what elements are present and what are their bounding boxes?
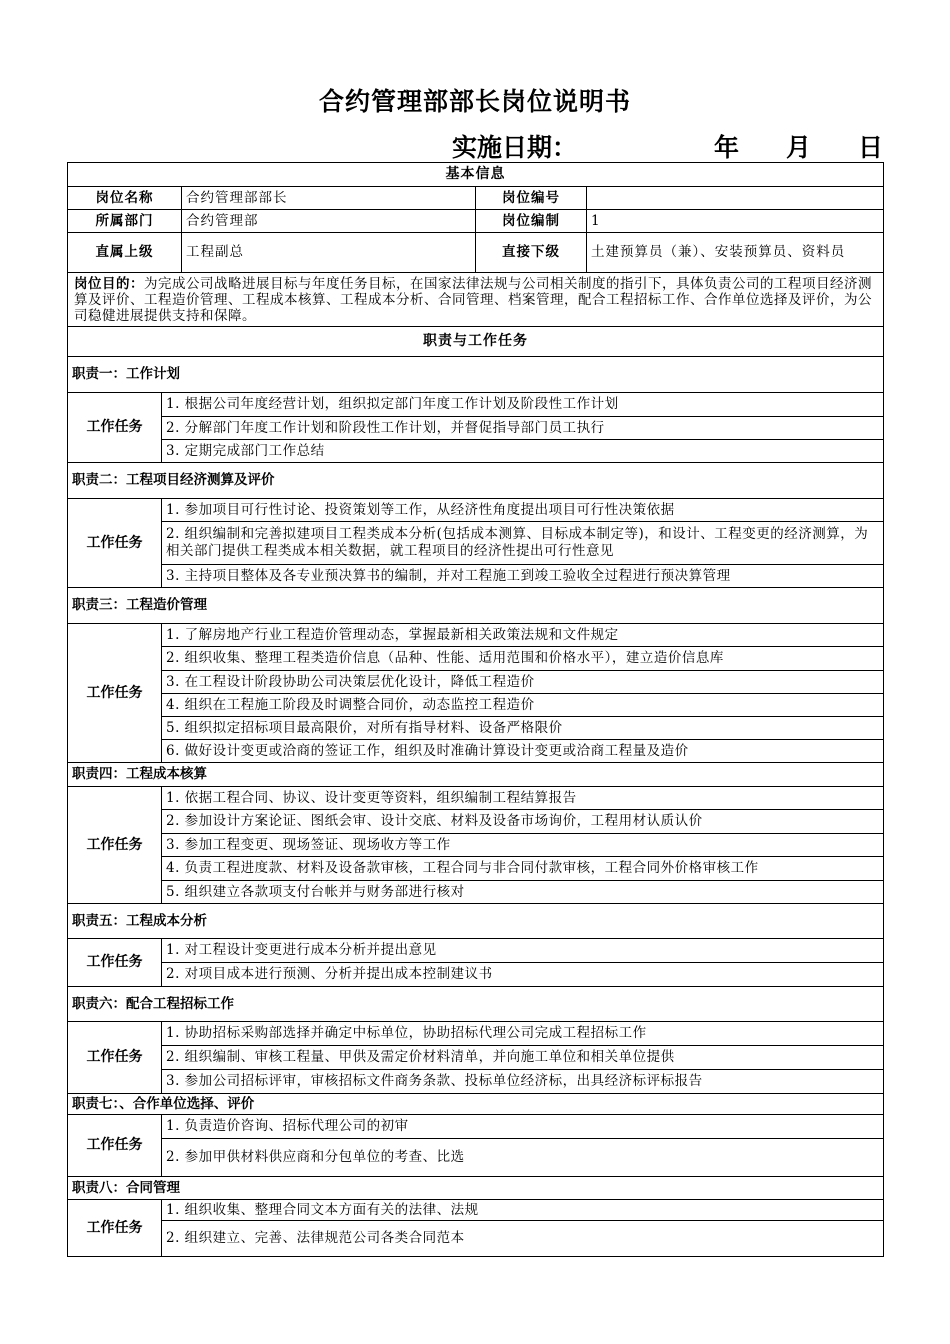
date-month: 月 [786, 133, 812, 162]
position-code-value [587, 187, 884, 210]
duty-title-row [68, 463, 884, 499]
task-row [68, 963, 884, 987]
task-item: 2. 组织建立、完善、法律规范公司各类合同范本 [162, 1221, 884, 1257]
implementation-date [452, 128, 884, 162]
date-label: 实施日期： [452, 133, 578, 162]
task-row [68, 671, 884, 694]
task-item: 2. 组织编制和完善拟建项目工程类成本分析(包括成本测算、目标成本制定等)，和设计、工程变更的经济测算，为相关部门提供工程类成本相关数据，就工程项目的经济性提出可行性意见 [162, 522, 884, 565]
task-label: 工作任务 [68, 1022, 162, 1094]
task-label: 工作任务 [68, 939, 162, 987]
task-item: 3. 定期完成部门工作总结 [162, 440, 884, 463]
duty-title-row [68, 987, 884, 1022]
task-item: 2. 参加甲供材料供应商和分包单位的考查、比选 [162, 1139, 884, 1177]
task-row [68, 1022, 884, 1046]
task-row [68, 717, 884, 740]
task-item: 3. 参加公司招标评审，审核招标文件商务条款、投标单位经济标，出具经济标评标报告 [162, 1070, 884, 1094]
task-label: 工作任务 [68, 1200, 162, 1257]
task-row [68, 1139, 884, 1177]
task-row [68, 939, 884, 963]
task-row [68, 1070, 884, 1094]
task-row [68, 834, 884, 857]
task-item: 4. 负责工程进度款、材料及设备款审核，工程合同与非合同付款审核，工程合同外价格审核工作 [162, 857, 884, 881]
task-item: 5. 组织拟定招标项目最高限价，对所有指导材料、设备严格限价 [162, 717, 884, 740]
duty-title: 职责五：工程成本分析 [68, 904, 884, 939]
task-row [68, 881, 884, 904]
task-item: 1. 组织收集、整理合同文本方面有关的法律、法规 [162, 1200, 884, 1221]
position-code-label: 岗位编号 [476, 187, 587, 210]
task-row [68, 647, 884, 671]
task-row [68, 565, 884, 588]
task-row [68, 624, 884, 647]
basic-info-header-row [68, 163, 884, 187]
date-day: 日 [858, 133, 884, 162]
headcount-value: 1 [587, 210, 884, 233]
task-item: 6. 做好设计变更或洽商的签证工作，组织及时准确计算设计变更或洽商工程量及造价 [162, 740, 884, 763]
superior-label: 直属上级 [68, 233, 182, 273]
position-name-value: 合约管理部部长 [182, 187, 476, 210]
task-row [68, 393, 884, 417]
task-item: 2. 组织编制、审核工程量、甲供及需定价材料清单，并向施工单位和相关单位提供 [162, 1046, 884, 1070]
purpose-label: 岗位目的： [74, 275, 144, 292]
task-row [68, 857, 884, 881]
task-row [68, 440, 884, 463]
subordinate-value: 土建预算员（兼）、安装预算员、资料员 [587, 233, 884, 273]
duty-title-row [68, 1094, 884, 1115]
duty-title-row [68, 763, 884, 787]
task-item: 5. 组织建立各款项支付台帐并与财务部进行核对 [162, 881, 884, 904]
task-item: 2. 对项目成本进行预测、分析并提出成本控制建议书 [162, 963, 884, 987]
task-item: 1. 了解房地产行业工程造价管理动态，掌握最新相关政策法规和文件规定 [162, 624, 884, 647]
duty-title-row [68, 1177, 884, 1200]
basic-info-header: 基本信息 [68, 163, 884, 187]
department-label: 所属部门 [68, 210, 182, 233]
document-title: 合约管理部部长岗位说明书 [318, 87, 631, 116]
basic-info-row [68, 187, 884, 210]
task-row [68, 694, 884, 717]
task-row [68, 1221, 884, 1257]
purpose-text: 为完成公司战略进展目标与年度任务目标，在国家法律法规与公司相关制度的指引下，具体负责公司的工程项目经济测算及评价、工程造价管理、工程成本核算、工程成本分析、合同管理、档案管理，配合工程招标工作、合作单位选择及评价，为公司稳健进展提供支持和保障。 [74, 275, 872, 324]
task-item: 2. 参加设计方案论证、图纸会审、设计交底、材料及设备市场询价，工程用材认质认价 [162, 810, 884, 834]
task-item: 2. 分解部门年度工作计划和阶段性工作计划，并督促指导部门员工执行 [162, 417, 884, 440]
task-row [68, 787, 884, 810]
basic-info-row [68, 233, 884, 273]
task-row [68, 810, 884, 834]
task-item: 2. 组织收集、整理工程类造价信息（品种、性能、适用范围和价格水平），建立造价信息库 [162, 647, 884, 671]
position-purpose [68, 273, 884, 327]
duty-title-row [68, 357, 884, 393]
duties-header-row [68, 327, 884, 357]
task-item: 1. 根据公司年度经营计划，组织拟定部门年度工作计划及阶段性工作计划 [162, 393, 884, 417]
subordinate-label: 直接下级 [476, 233, 587, 273]
task-row [68, 499, 884, 522]
superior-value: 工程副总 [182, 233, 476, 273]
duties-header: 职责与工作任务 [68, 327, 884, 357]
headcount-label: 岗位编制 [476, 210, 587, 233]
task-row [68, 1115, 884, 1139]
task-item: 1. 参加项目可行性讨论、投资策划等工作，从经济性角度提出项目可行性决策依据 [162, 499, 884, 522]
task-item: 3. 主持项目整体及各专业预决算书的编制，并对工程施工到竣工验收全过程进行预决算管理 [162, 565, 884, 588]
purpose-row [68, 273, 884, 327]
task-row [68, 1046, 884, 1070]
task-label: 工作任务 [68, 1115, 162, 1177]
duty-title: 职责二：工程项目经济测算及评价 [68, 463, 884, 499]
task-row [68, 417, 884, 440]
duty-title-row [68, 588, 884, 624]
task-label: 工作任务 [68, 624, 162, 763]
task-label: 工作任务 [68, 787, 162, 904]
task-item: 3. 在工程设计阶段协助公司决策层优化设计，降低工程造价 [162, 671, 884, 694]
duty-title: 职责六：配合工程招标工作 [68, 987, 884, 1022]
duty-title-row [68, 904, 884, 939]
task-row [68, 522, 884, 565]
duty-title: 职责三：工程造价管理 [68, 588, 884, 624]
date-year: 年 [714, 133, 740, 162]
task-item: 1. 负责造价咨询、招标代理公司的初审 [162, 1115, 884, 1139]
task-item: 1. 依据工程合同、协议、设计变更等资料，组织编制工程结算报告 [162, 787, 884, 810]
task-item: 3. 参加工程变更、现场签证、现场收方等工作 [162, 834, 884, 857]
job-description-table [67, 162, 884, 1257]
task-row [68, 740, 884, 763]
duty-title: 职责四：工程成本核算 [68, 763, 884, 787]
duty-title: 职责七：、合作单位选择、评价 [68, 1094, 884, 1115]
duty-title: 职责一：工作计划 [68, 357, 884, 393]
task-item: 1. 对工程设计变更进行成本分析并提出意见 [162, 939, 884, 963]
task-label: 工作任务 [68, 499, 162, 588]
department-value: 合约管理部 [182, 210, 476, 233]
task-label: 工作任务 [68, 393, 162, 463]
task-row [68, 1200, 884, 1221]
task-item: 4. 组织在工程施工阶段及时调整合同价，动态监控工程造价 [162, 694, 884, 717]
basic-info-row [68, 210, 884, 233]
duty-title: 职责八：合同管理 [68, 1177, 884, 1200]
task-item: 1. 协助招标采购部选择并确定中标单位，协助招标代理公司完成工程招标工作 [162, 1022, 884, 1046]
position-name-label: 岗位名称 [68, 187, 182, 210]
